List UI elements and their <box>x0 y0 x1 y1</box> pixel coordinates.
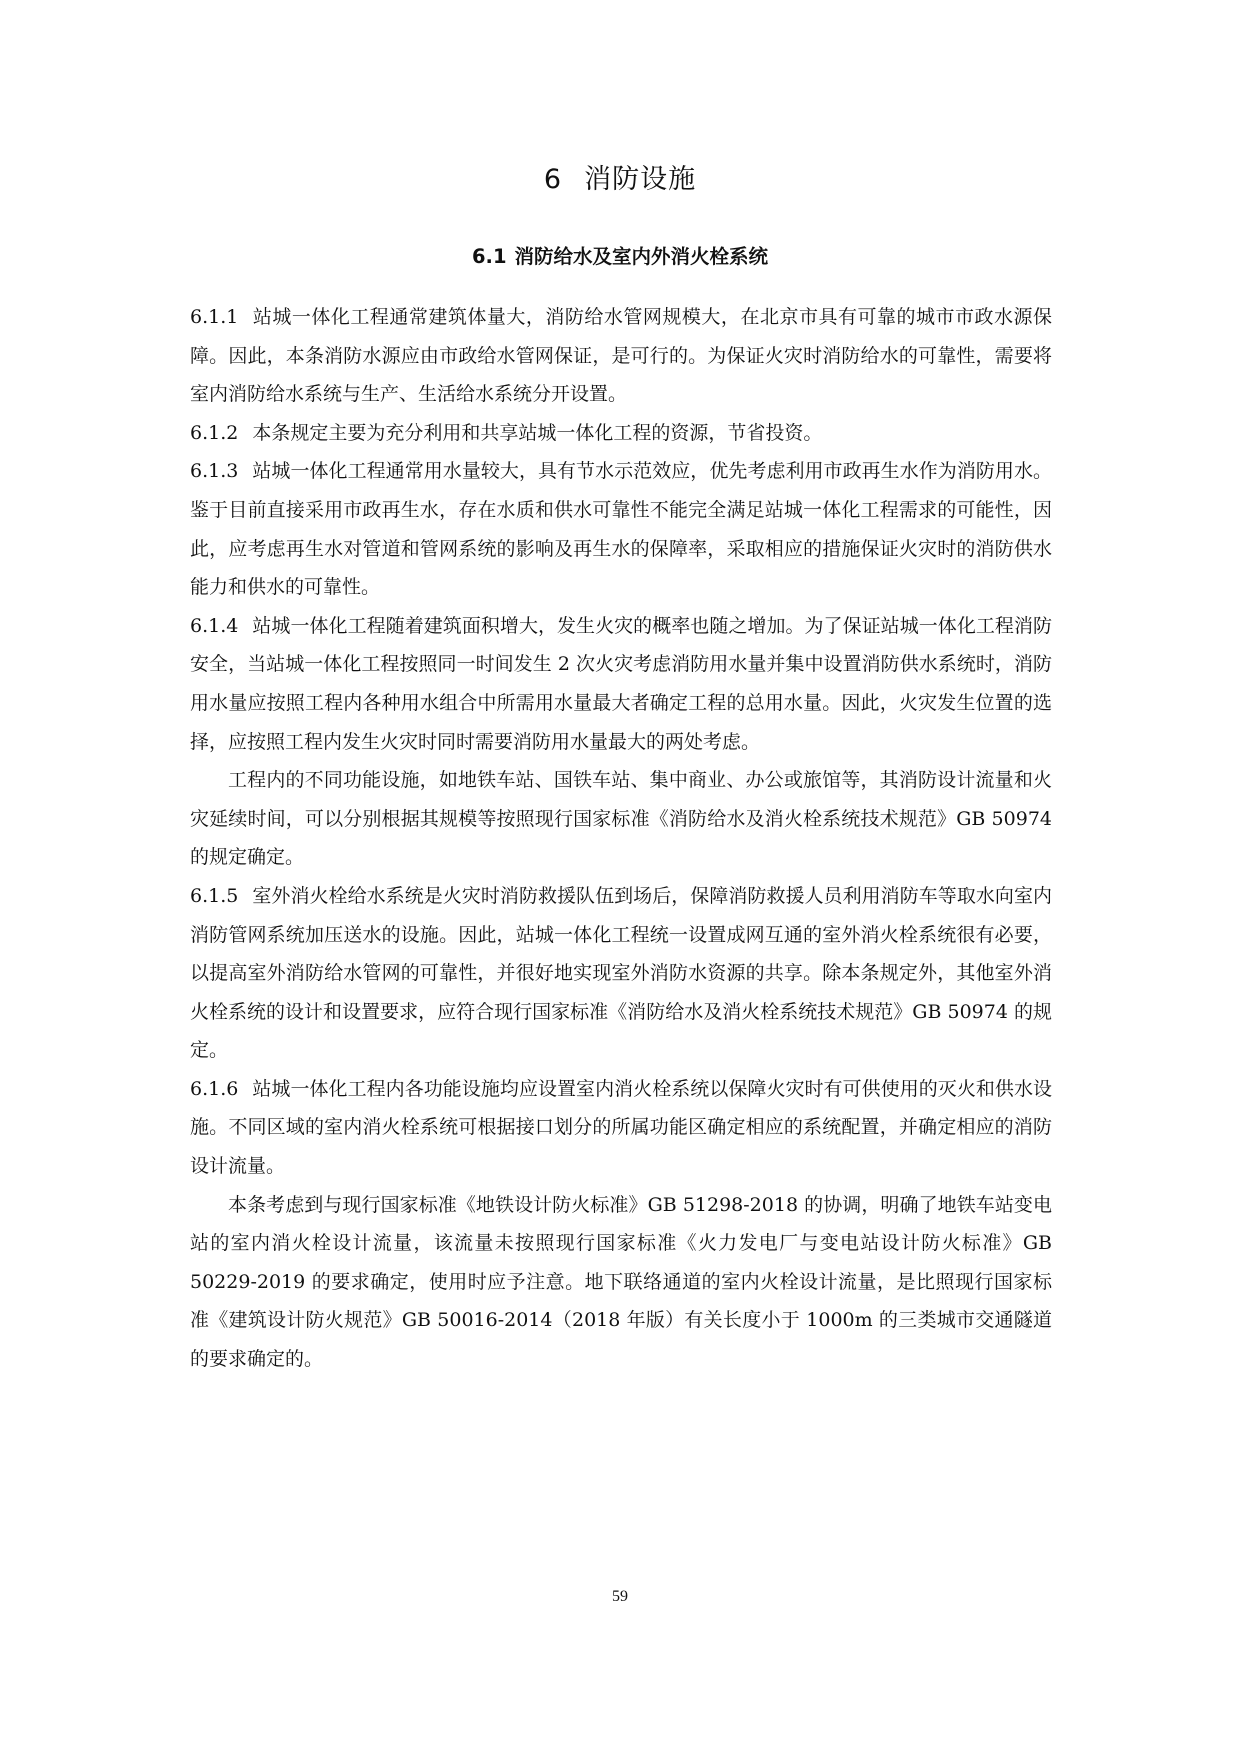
clause-number: 6.1.2 <box>190 421 239 444</box>
clause-number: 6.1.4 <box>190 614 239 637</box>
chapter-title <box>0 160 1240 200</box>
chapter-number: 6 <box>543 164 563 195</box>
clause-number: 6.1.6 <box>190 1077 239 1100</box>
section-title <box>0 242 1240 272</box>
clause-text: 站城一体化工程通常用水量较大，具有节水示范效应，优先考虑利用市政再生水作为消防用水。鉴于目前直接采用市政再生水，存在水质和供水可靠性不能完全满足站城一体化工程需求的可能性，因此，应考虑再生水对管道和管网系统的影响及再生水的保障率，采取相应的措施保证火灾时的消防供水能力和供水的可靠性。 <box>190 460 1052 599</box>
clause-6-1-1 <box>190 298 1052 414</box>
clause-text: 站城一体化工程通常建筑体量大，消防给水管网规模大，在北京市具有可靠的城市市政水源保障。因此，本条消防水源应由市政给水管网保证，是可行的。为保证火灾时消防给水的可靠性，需要将室内消防给水系统与生产、生活给水系统分开设置。 <box>190 306 1052 406</box>
section-number: 6.1 <box>471 245 507 268</box>
clause-6-1-3 <box>190 452 1052 606</box>
clause-number: 6.1.5 <box>190 884 239 907</box>
clause-number: 6.1.1 <box>190 306 239 328</box>
paragraph-text: 本条考虑到与现行国家标准《地铁设计防火标准》GB 51298-2018 的协调，明确了地铁车站变电站的室内消火栓设计流量，该流量未按照现行国家标准《火力发电厂与变电站设计防火标准》GB 50229-2019 的要求确定，使用时应予注意。地下联络通道的室内火栓设计流量，是比照现行国家标准《建筑设计防火规范》GB 50016-2014（2018 年版）有关长度小于 1000m 的三类城市交通隧道的要求确定的。 <box>190 1193 1052 1371</box>
page-number: 59 <box>612 1588 628 1605</box>
clause-text: 站城一体化工程随着建筑面积增大，发生火灾的概率也随之增加。为了保证站城一体化工程消防安全，当站城一体化工程按照同一时间发生 2 次火灾考虑消防用水量并集中设置消防供水系统时，消防用水量应按照工程内各种用水组合中所需用水量最大者确定工程的总用水量。因此，火灾发生位置的选择，应按照工程内发生火灾时同时需要消防用水量最大的两处考虑。 <box>190 614 1052 753</box>
clause-text: 本条规定主要为充分利用和共享站城一体化工程的资源，节省投资。 <box>252 421 823 444</box>
clause-6-1-4 <box>190 607 1052 761</box>
clause-6-1-5 <box>190 877 1052 1070</box>
clause-text: 室外消火栓给水系统是火灾时消防救援队伍到场后，保障消防救援人员利用消防车等取水向室内消防管网系统加压送水的设施。因此，站城一体化工程统一设置成网互通的室外消火栓系统很有必要，以提高室外消防给水管网的可靠性，并很好地实现室外消防水资源的共享。除本条规定外，其他室外消火栓系统的设计和设置要求，应符合现行国家标准《消防给水及消火栓系统技术规范》GB 50974 的规定。 <box>190 884 1052 1062</box>
paragraph-text: 工程内的不同功能设施，如地铁车站、国铁车站、集中商业、办公或旅馆等，其消防设计流量和火灾延续时间，可以分别根据其规模等按照现行国家标准《消防给水及消火栓系统技术规范》GB 50974 的规定确定。 <box>190 769 1052 869</box>
clause-text: 站城一体化工程内各功能设施均应设置室内消火栓系统以保障火灾时有可供使用的灭火和供水设施。不同区域的室内消火栓系统可根据接口划分的所属功能区确定相应的系统配置，并确定相应的消防设计流量。 <box>190 1077 1052 1178</box>
clause-6-1-6-continuation <box>190 1186 1052 1379</box>
clause-number: 6.1.3 <box>190 460 239 483</box>
section-title-text: 消防给水及室内外消火栓系统 <box>514 245 769 268</box>
chapter-title-text: 消防设施 <box>584 164 697 195</box>
clause-6-1-4-continuation <box>190 761 1052 877</box>
clause-6-1-2 <box>190 414 1052 453</box>
clause-6-1-6 <box>190 1070 1052 1186</box>
body-text <box>190 298 1052 1379</box>
